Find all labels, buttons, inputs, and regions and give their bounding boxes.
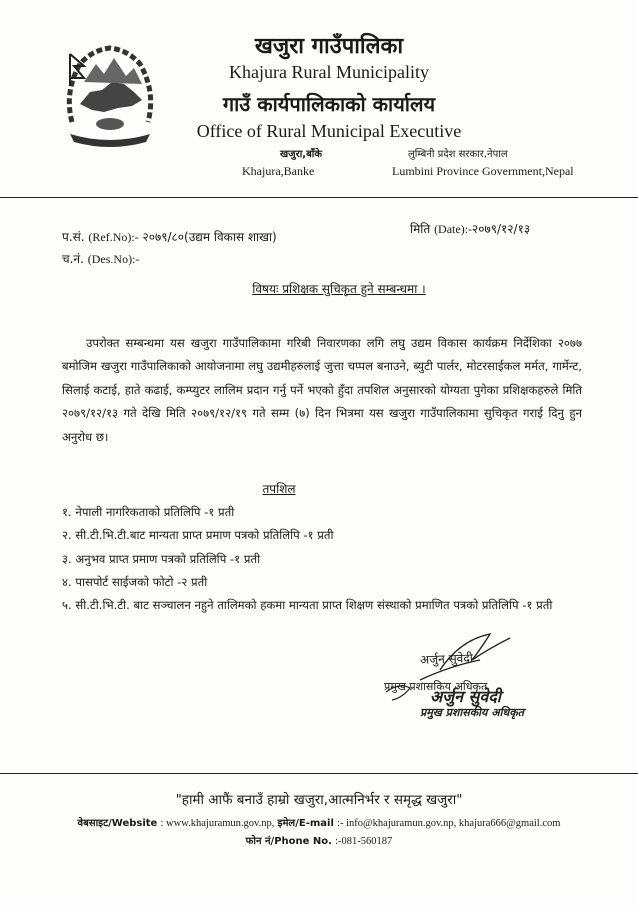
list-item: ४. पासपोर्ट साईजको फोटो -२ प्रती — [62, 574, 208, 589]
footer-divider — [0, 773, 638, 774]
details-heading-text: तपशिल — [262, 482, 296, 496]
stamp-name: अर्जुन सुवेदी — [430, 687, 501, 706]
letter-date — [410, 220, 530, 237]
details-heading — [0, 480, 638, 497]
footer-motto: "हामी आफैं बनाउँ हाम्रो खजुरा,आत्मनिर्भर र समृद्ध खजुरा" — [175, 792, 463, 808]
ref-label-english: (Ref.No):- — [88, 230, 139, 244]
ref-value: २०७९/८०(उद्यम विकास शाखा) — [142, 230, 277, 244]
subject-text: विषयः प्रशिक्षक सुचिकृत हुने सम्बन्धमा । — [252, 282, 426, 296]
list-item: ३. अनुभव प्राप्त प्रमाण पत्रको प्रतिलिपि -१ प्रती — [62, 551, 261, 566]
dispatch-number — [62, 250, 139, 267]
ref-label-nepali: प.सं. — [62, 230, 85, 244]
footer-contact-web — [0, 815, 638, 829]
stamp-title: प्रमुख प्रशासकीय अधिकृत — [420, 706, 524, 719]
des-label-english: (Des.No):- — [87, 252, 140, 266]
list-item: १. नेपाली नागरिकताको प्रतिलिपि -१ प्रती — [62, 505, 235, 519]
body-paragraph: उपरोक्त सम्बन्धमा यस खजुरा गाउँपालिकामा गरिबी निवारणका लगि लघु उद्यम विकास कार्यक्रम निर्देशिका २०७७ बमोजिम खजुरा गाउँपालिकाको आयोजनामा लघु उद्यमीहरुलाई जुत्ता चप्पल बनाउने, ब्युटी पार्लर, मोटरसाईकल मर्मत, गार्मेन्ट, सिलाई कटाई, हाते कढाई, कम्प्युटर लालिम प्रदान गर्नु पर्ने भएको हुँदा तपशिल अनुसारको योग्यता पुगेका प्रशिक्षकहरुले मिति २०७९/१२/१३ गते देखि मिति २०७९/१२/१९ गते सम्म (७) दिन भित्रमा यस खजुरा गाउँपालिकामा सुचिकृत गराई दिनु हुन अनुरोध छ। — [62, 335, 582, 444]
subject-line — [0, 280, 638, 297]
requirements-list — [62, 501, 582, 617]
des-label-nepali: च.नं. — [62, 252, 84, 266]
reference-number — [62, 228, 277, 245]
municipality-name-nepali: खजुरा गाउँपालिका — [254, 34, 404, 59]
address-left-english: Khajura,Banke — [242, 164, 315, 178]
phone-label: फोन नं/Phone No. — [245, 836, 332, 847]
website-value: : www.khajuramun.gov.np, — [160, 818, 275, 829]
phone-value: :-081-560187 — [335, 836, 393, 847]
address-right-english: Lumbini Province Government,Nepal — [392, 164, 574, 178]
address-right-nepali: लुम्बिनी प्रदेश सरकार,नेपाल — [408, 149, 508, 160]
address-left-nepali: खजुरा,बाँके — [280, 149, 323, 160]
email-label: इमेल/E-mail — [277, 818, 334, 829]
website-label: वेबसाइट/Website — [77, 818, 158, 829]
header-divider — [0, 197, 638, 198]
list-item: ५. सी.टी.भि.टी. बाट सञ्चालन नहुने तालिमको हकमा मान्यता प्राप्त शिक्षण संस्थाको प्रमाणित पत्रको प्रतिलिपि -१ प्रती — [62, 598, 553, 613]
signatory-title: प्रमुख प्रशासकिय अधिकृत — [384, 680, 488, 693]
list-item: २. सी.टी.भि.टी.बाट मान्यता प्राप्त प्रमाण पत्रको प्रतिलिपि -१ प्रती — [62, 528, 334, 543]
footer-contact-phone — [0, 833, 638, 847]
office-name-nepali: गाउँ कार्यपालिकाको कार्यालय — [222, 92, 436, 116]
date-value: २०७९/१२/१३ — [472, 222, 531, 236]
date-label-english: (Date):- — [434, 222, 473, 236]
office-name-english: Office of Rural Municipal Executive — [196, 121, 462, 141]
municipality-name-english: Khajura Rural Municipality — [229, 62, 429, 82]
signatory-handwritten-name: अर्जुन सुवेदी — [419, 651, 474, 667]
email-value: :- info@khajuramun.gov.np, khajura666@gmail.com — [337, 818, 561, 829]
date-label-nepali: मिति — [410, 222, 431, 236]
